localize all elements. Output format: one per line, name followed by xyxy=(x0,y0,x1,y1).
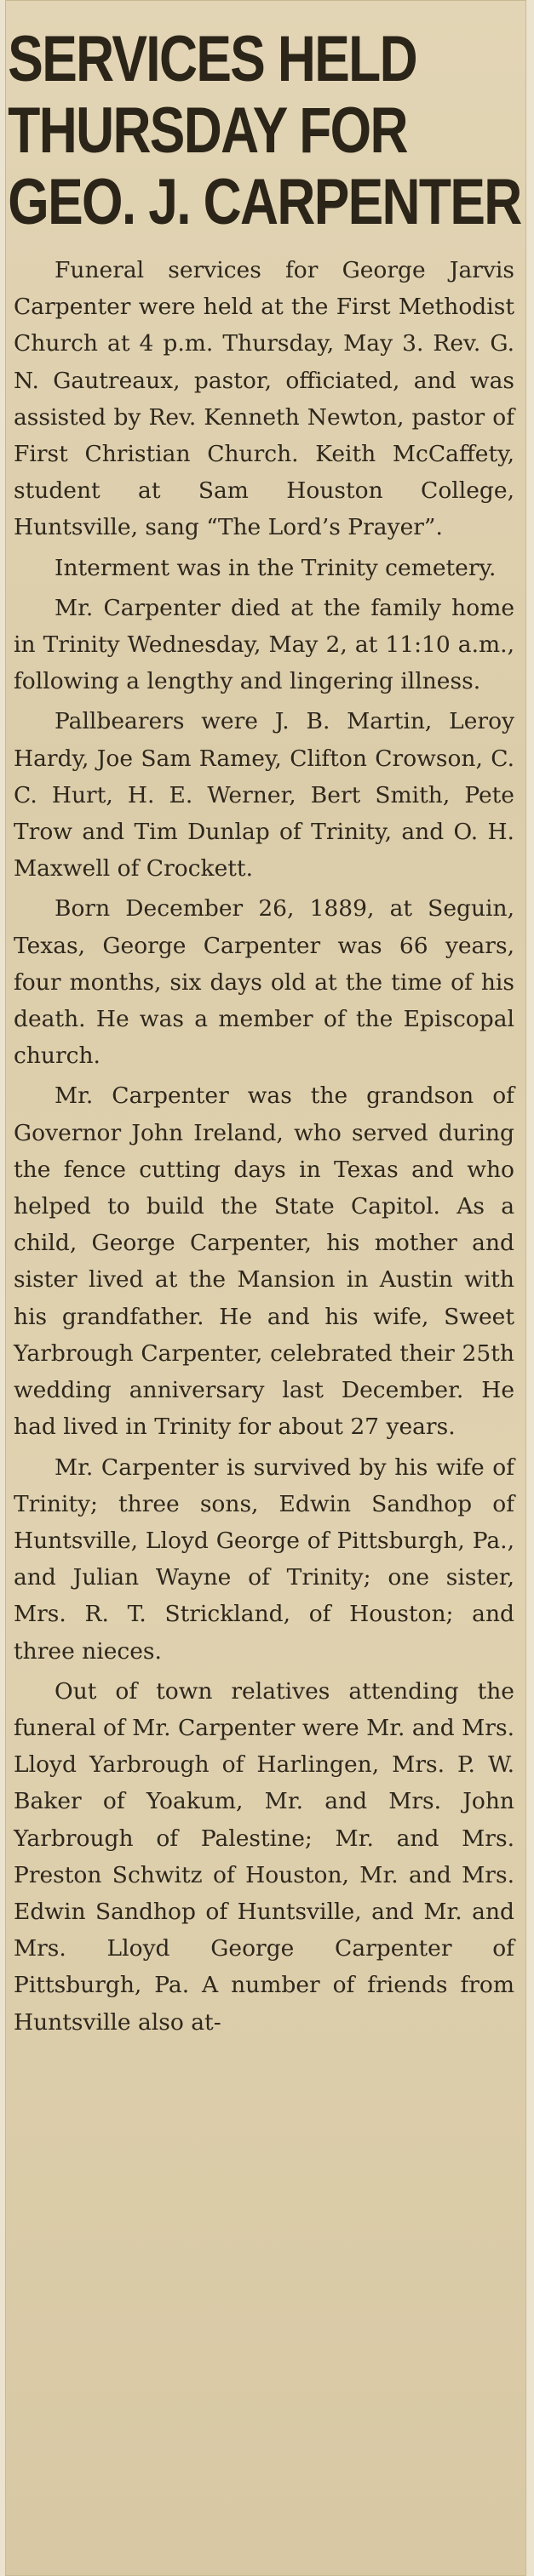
paragraph-family-history: Mr. Carpenter was the grandson of Governor John Ireland, who served during the fence cutting days in Texas and who helped to build the State Capitol. As a child, George Carpenter, his mother and sister lived at the Mansion in Austin with his grandfather. He and his wife, Sweet Yarbrough Carpenter, celebrated their 25th wedding anniversary last December. He had lived in Trinity for about 27 years. xyxy=(14,1082,514,1441)
headline-line-3: GEO. J. CARPENTER xyxy=(8,166,521,238)
paragraph-pallbearers: Pallbearers were J. B. Martin, Leroy Hardy, Joe Sam Ramey, Clifton Crowson, C. C. Hurt, H. E. Werner, Bert Smith, Pete Trow and Tim Dunlap of Trinity, and O. H. Maxwell of Crockett. xyxy=(14,708,514,882)
paragraph-death: Mr. Carpenter died at the family home in Trinity Wednesday, May 2, at 11:10 a.m., following a lengthy and lingering illness. xyxy=(14,594,514,695)
article-body xyxy=(5,238,526,2041)
newspaper-clipping xyxy=(5,0,526,2576)
paragraph-survivors: Mr. Carpenter is survived by his wife of Trinity; three sons, Edwin Sandhop of Huntsville, Lloyd George of Pittsburgh, Pa., and Julian Wayne of Trinity; one sister, Mrs. R. T. Strickland, of Houston; and three nieces. xyxy=(14,1454,514,1665)
paragraph-birth: Born December 26, 1889, at Seguin, Texas, George Carpenter was 66 years, four months, six days old at the time of his death. He was a member of the Episcopal church. xyxy=(14,895,514,1070)
headline-line-2: THURSDAY FOR xyxy=(8,94,407,167)
headline xyxy=(5,0,521,238)
paragraph-interment: Interment was in the Trinity cemetery. xyxy=(55,554,497,581)
paragraph-services: Funeral services for George Jarvis Carpenter were held at the First Methodist Church at 4 p.m. Thursday, May 3. Rev. G. N. Gautreaux, pastor, officiated, and was assisted by Rev. Kenneth Newton, pastor of First Christian Church. Keith McCaffety, student at Sam Houston College, Huntsville, sang “The Lord’s Prayer”. xyxy=(14,257,514,541)
paragraph-relatives: Out of town relatives attending the funeral of Mr. Carpenter were Mr. and Mrs. Lloyd Yarbrough of Harlingen, Mrs. P. W. Baker of Yoakum, Mr. and Mrs. John Yarbrough of Palestine; Mr. and Mrs. Preston Schwitz of Houston, Mr. and Mrs. Edwin Sandhop of Huntsville, and Mr. and Mrs. Lloyd George Carpenter of Pittsburgh, Pa. A number of friends from Huntsville also at- xyxy=(14,1677,514,2036)
headline-line-1: SERVICES HELD xyxy=(8,23,416,95)
